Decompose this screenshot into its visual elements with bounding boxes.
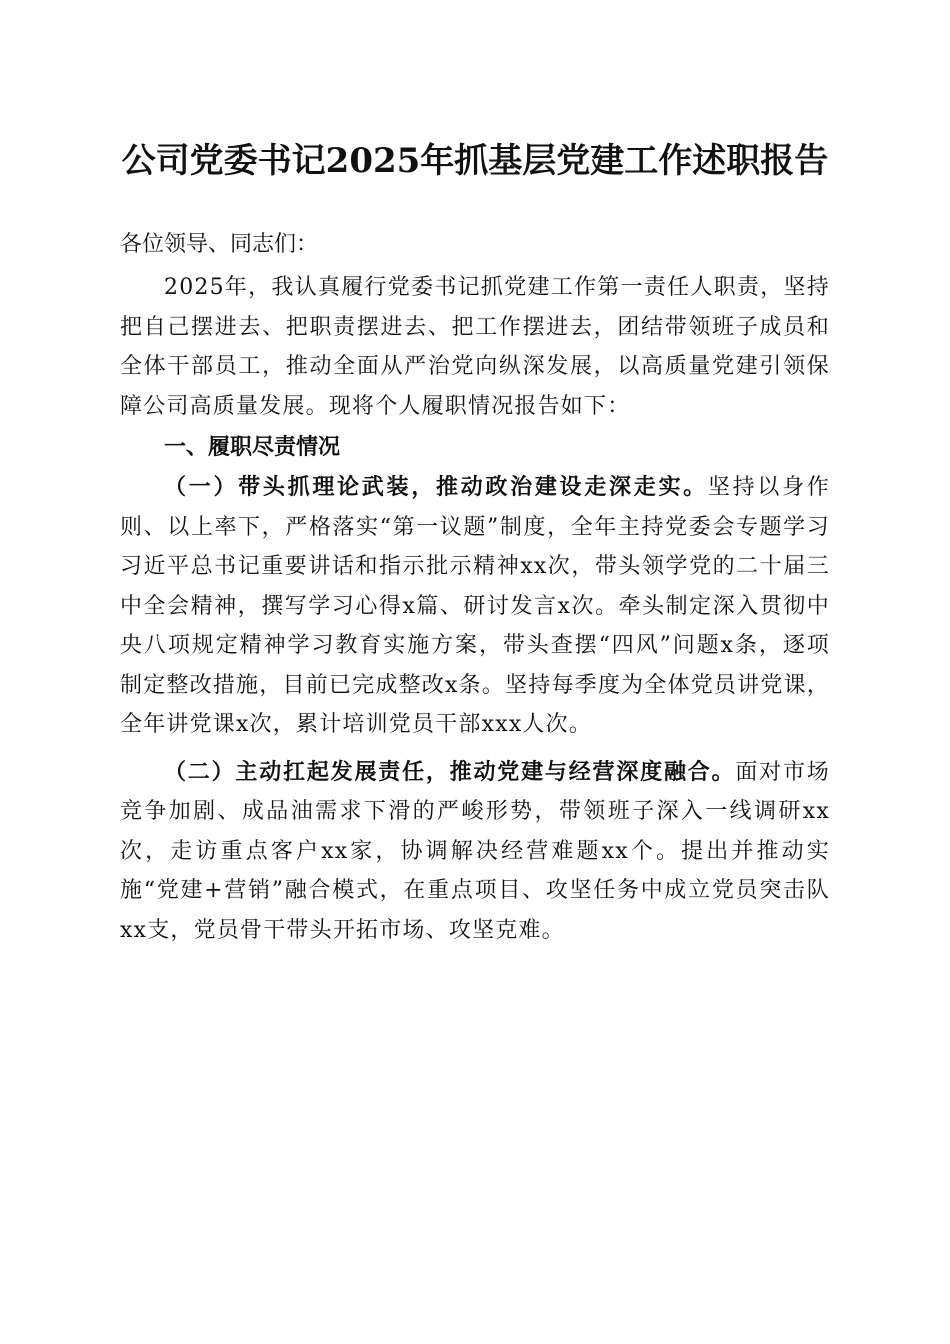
document-title: 公司党委书记2025年抓基层党建工作述职报告 <box>121 141 829 181</box>
intro-paragraph: 2025年，我认真履行党委书记抓党建工作第一责任人职责，坚持把自己摆进去、把职责摆进去、把工作摆进去，团结带领班子成员和全体干部员工，推动全面从严治党向纵深发展，以高质量党建引领保障公司高质量发展。现将个人履职情况报告如下： <box>120 275 830 419</box>
document-page <box>120 138 830 950</box>
item-1-body: 坚持以身作则、以上率下，严格落实“第一议题”制度，全年主持党委会专题学习习近平总书记重要讲话和指示批示精神xx次，带头领学党的二十届三中全会精神，撰写学习心得x篇、研讨发言x次。牵头制定深入贯彻中央八项规定精神学习教育实施方案，带头查摆“四风”问题x条，逐项制定整改措施，目前已完成整改x条。坚持每季度为全体党员讲党课，全年讲党课x次，累计培训党员干部xxx人次。 <box>120 475 830 737</box>
item-1-paragraph <box>120 468 830 745</box>
salutation: 各位领导、同志们： <box>120 232 319 257</box>
item-1-lead: （一）带头抓理论武装，推动政治建设走深走实。 <box>164 474 708 500</box>
item-2-paragraph <box>120 753 830 951</box>
item-2-lead: （二）主动扛起发展责任，推动党建与经营深度融合。 <box>164 758 736 785</box>
section-heading-1: 一、履职尽责情况 <box>164 435 341 460</box>
item-2-body: 面对市场竞争加剧、成品油需求下滑的严峻形势，带领班子深入一线调研xx次，走访重点客户xx家，协调解决经营难题xx个。提出并推动实施“党建+营销”融合模式，在重点项目、攻坚任务中成立党员突击队xx支，党员骨干带头开拓市场、攻坚克难。 <box>120 759 830 943</box>
